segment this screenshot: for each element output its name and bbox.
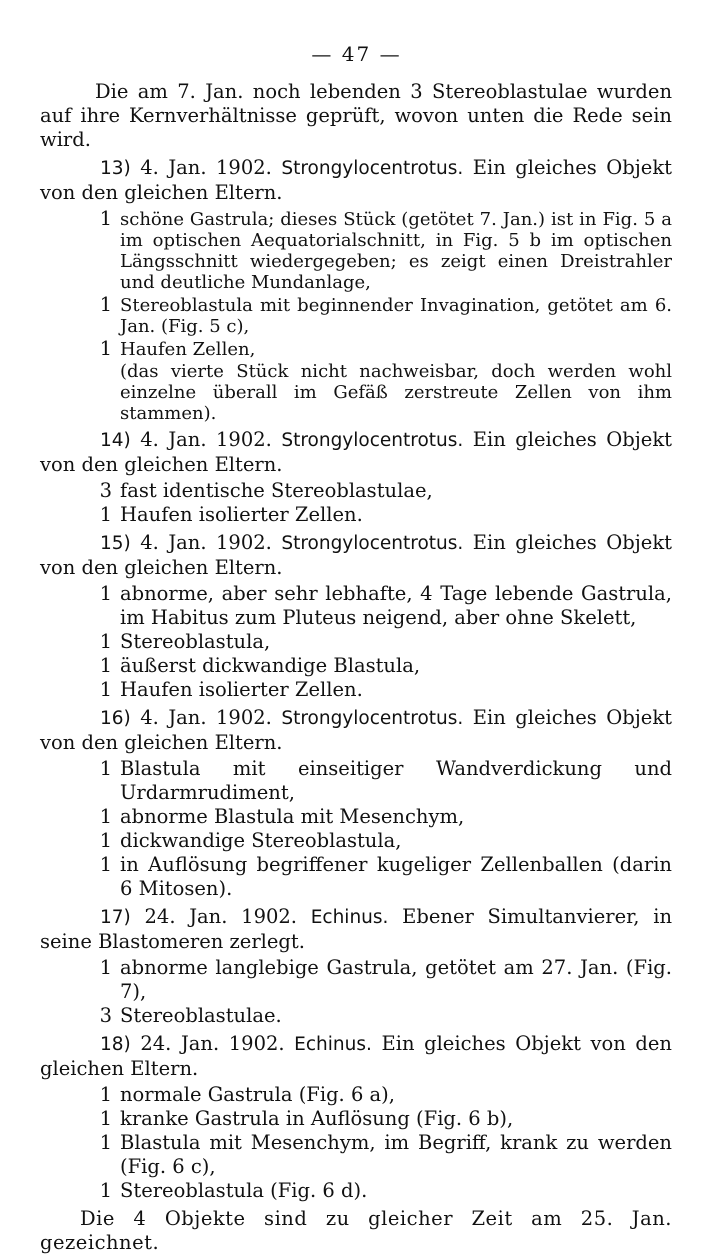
entry-13 bbox=[40, 156, 672, 424]
item-count: 1 bbox=[99, 207, 112, 230]
item-count: 1 bbox=[99, 503, 112, 526]
item-text: schöne Gastrula; dieses Stück (getötet 7. Jan.) ist in Fig. 5 a im optischen Aequatorialschnitt, in Fig. 5 b im optischen Längsschnitt wiedergegeben; es zeigt einen Dreistrahler und deutliche Mundanlage, bbox=[120, 209, 672, 293]
entry-items bbox=[40, 207, 672, 424]
entry-date: 24. Jan. 1902. bbox=[144, 905, 297, 928]
entry-number: 15) bbox=[100, 533, 131, 554]
item-count: 1 bbox=[99, 293, 112, 316]
closing-paragraph: Die 4 Objekte sind zu gleicher Zeit am 25. Jan. gezeichnet. bbox=[40, 1207, 672, 1254]
item-text: abnorme Blastula mit Mesenchym, bbox=[120, 805, 465, 828]
entry-items bbox=[40, 582, 672, 702]
entry-number: 17) bbox=[100, 907, 131, 928]
item-text: dickwandige Stereoblastula, bbox=[120, 829, 402, 852]
list-item bbox=[40, 1083, 672, 1107]
entry-heading bbox=[40, 1032, 672, 1081]
list-item bbox=[40, 1004, 672, 1028]
item-text: Blastula mit Mesenchym, im Begriff, krank zu werden (Fig. 6 c), bbox=[120, 1131, 672, 1178]
entry-18 bbox=[40, 1032, 672, 1203]
entry-16 bbox=[40, 706, 672, 901]
item-text: Blastula mit einseitiger Wandverdickung und Urdarmrudiment, bbox=[120, 757, 672, 804]
list-item bbox=[40, 853, 672, 901]
page-number: — 47 — bbox=[311, 42, 402, 66]
entry-genus: Strongylocentrotus. bbox=[281, 430, 464, 451]
entry-items bbox=[40, 479, 672, 527]
list-item bbox=[40, 678, 672, 702]
entry-items bbox=[40, 757, 672, 901]
item-text: Haufen Zellen, bbox=[120, 339, 256, 360]
entry-14 bbox=[40, 428, 672, 527]
list-item bbox=[40, 337, 672, 361]
item-count: 1 bbox=[99, 654, 112, 677]
entry-date: 4. Jan. 1902. bbox=[140, 706, 272, 729]
entry-date: 4. Jan. 1902. bbox=[140, 531, 272, 554]
list-item bbox=[40, 503, 672, 527]
item-count: 3 bbox=[99, 479, 112, 502]
item-text: Stereoblastulae. bbox=[120, 1004, 282, 1027]
item-text: in Auflösung begriffener kugeliger Zellenballen (darin 6 Mitosen). bbox=[120, 853, 672, 900]
page-body bbox=[40, 80, 672, 1257]
entry-description: Ein gleiches Objekt von den gleichen Eltern. bbox=[40, 428, 672, 476]
item-text: normale Gastrula (Fig. 6 a), bbox=[120, 1083, 395, 1106]
list-item bbox=[40, 1131, 672, 1179]
list-item bbox=[40, 1179, 672, 1203]
entry-description: Ein gleiches Objekt von den gleichen Eltern. bbox=[40, 531, 672, 579]
list-item bbox=[40, 805, 672, 829]
item-text: Haufen isolierter Zellen. bbox=[120, 503, 363, 526]
item-text: Stereoblastula mit beginnender Invagination, getötet am 6. Jan. (Fig. 5 c), bbox=[120, 295, 672, 337]
item-text: Stereoblastula, bbox=[120, 630, 271, 653]
entry-items bbox=[40, 956, 672, 1028]
list-item bbox=[40, 829, 672, 853]
list-item bbox=[40, 1107, 672, 1131]
item-count: 1 bbox=[99, 630, 112, 653]
item-text: äußerst dickwandige Blastula, bbox=[120, 654, 421, 677]
list-item bbox=[40, 630, 672, 654]
item-count: 3 bbox=[99, 1004, 112, 1027]
entry-heading bbox=[40, 905, 672, 954]
entry-17 bbox=[40, 905, 672, 1028]
entry-heading bbox=[40, 428, 672, 477]
item-count: 1 bbox=[99, 678, 112, 701]
entry-number: 18) bbox=[100, 1034, 131, 1055]
entry-date: 24. Jan. 1902. bbox=[140, 1032, 285, 1055]
item-count: 1 bbox=[99, 956, 112, 979]
list-item bbox=[40, 207, 672, 293]
list-item bbox=[40, 757, 672, 805]
item-text: abnorme, aber sehr lebhafte, 4 Tage lebende Gastrula, im Habitus zum Pluteus neigend, aber ohne Skelett, bbox=[120, 582, 672, 629]
entry-description: Ein gleiches Objekt von den gleichen Eltern. bbox=[40, 1032, 672, 1080]
entry-items bbox=[40, 1083, 672, 1203]
item-count: 1 bbox=[99, 1107, 112, 1130]
entry-number: 14) bbox=[100, 430, 131, 451]
entry-date: 4. Jan. 1902. bbox=[140, 428, 272, 451]
list-item bbox=[40, 479, 672, 503]
entry-genus: Strongylocentrotus. bbox=[281, 708, 464, 729]
entry-heading bbox=[40, 156, 672, 205]
item-count: 1 bbox=[99, 829, 112, 852]
item-text: fast identische Stereoblastulae, bbox=[120, 479, 433, 502]
item-count: 1 bbox=[99, 805, 112, 828]
entry-genus: Echinus. bbox=[310, 907, 389, 928]
entry-genus: Strongylocentrotus. bbox=[281, 533, 464, 554]
item-count: 1 bbox=[99, 853, 112, 876]
item-text: abnorme langlebige Gastrula, getötet am 27. Jan. (Fig. 7), bbox=[120, 956, 672, 1003]
list-item bbox=[40, 654, 672, 678]
entry-number: 13) bbox=[100, 158, 131, 179]
item-count: 1 bbox=[99, 1131, 112, 1154]
entry-description: Ein gleiches Objekt von den gleichen Eltern. bbox=[40, 706, 672, 754]
entry-date: 4. Jan. 1902. bbox=[140, 156, 272, 179]
entry-heading bbox=[40, 531, 672, 580]
item-text: Haufen isolierter Zellen. bbox=[120, 678, 363, 701]
intro-paragraph: Die am 7. Jan. noch lebenden 3 Stereoblastulae wurden auf ihre Kernverhältnisse geprüft, wovon unten die Rede sein wird. bbox=[40, 80, 672, 151]
entry-genus: Echinus. bbox=[294, 1034, 372, 1055]
entry-description: Ebener Simultanvierer, in seine Blastomeren zerlegt. bbox=[40, 905, 673, 953]
item-text: kranke Gastrula in Auflösung (Fig. 6 b), bbox=[120, 1107, 514, 1130]
entry-description: Ein gleiches Objekt von den gleichen Eltern. bbox=[40, 156, 672, 204]
item-text: (das vierte Stück nicht nachweisbar, doch werden wohl einzelne überall im Gefäß zerstreute Zellen von ihm stammen). bbox=[120, 361, 672, 424]
item-text: Stereoblastula (Fig. 6 d). bbox=[120, 1179, 368, 1202]
item-count: 1 bbox=[99, 757, 112, 780]
item-count: 1 bbox=[99, 337, 112, 360]
list-item bbox=[40, 293, 672, 337]
item-count: 1 bbox=[99, 1083, 112, 1106]
entry-15 bbox=[40, 531, 672, 702]
item-count: 1 bbox=[99, 582, 112, 605]
item-count: 1 bbox=[99, 1179, 112, 1202]
list-item bbox=[40, 361, 672, 424]
entry-heading bbox=[40, 706, 672, 755]
list-item bbox=[40, 956, 672, 1004]
list-item bbox=[40, 582, 672, 630]
entry-number: 16) bbox=[100, 708, 131, 729]
entry-genus: Strongylocentrotus. bbox=[281, 158, 464, 179]
